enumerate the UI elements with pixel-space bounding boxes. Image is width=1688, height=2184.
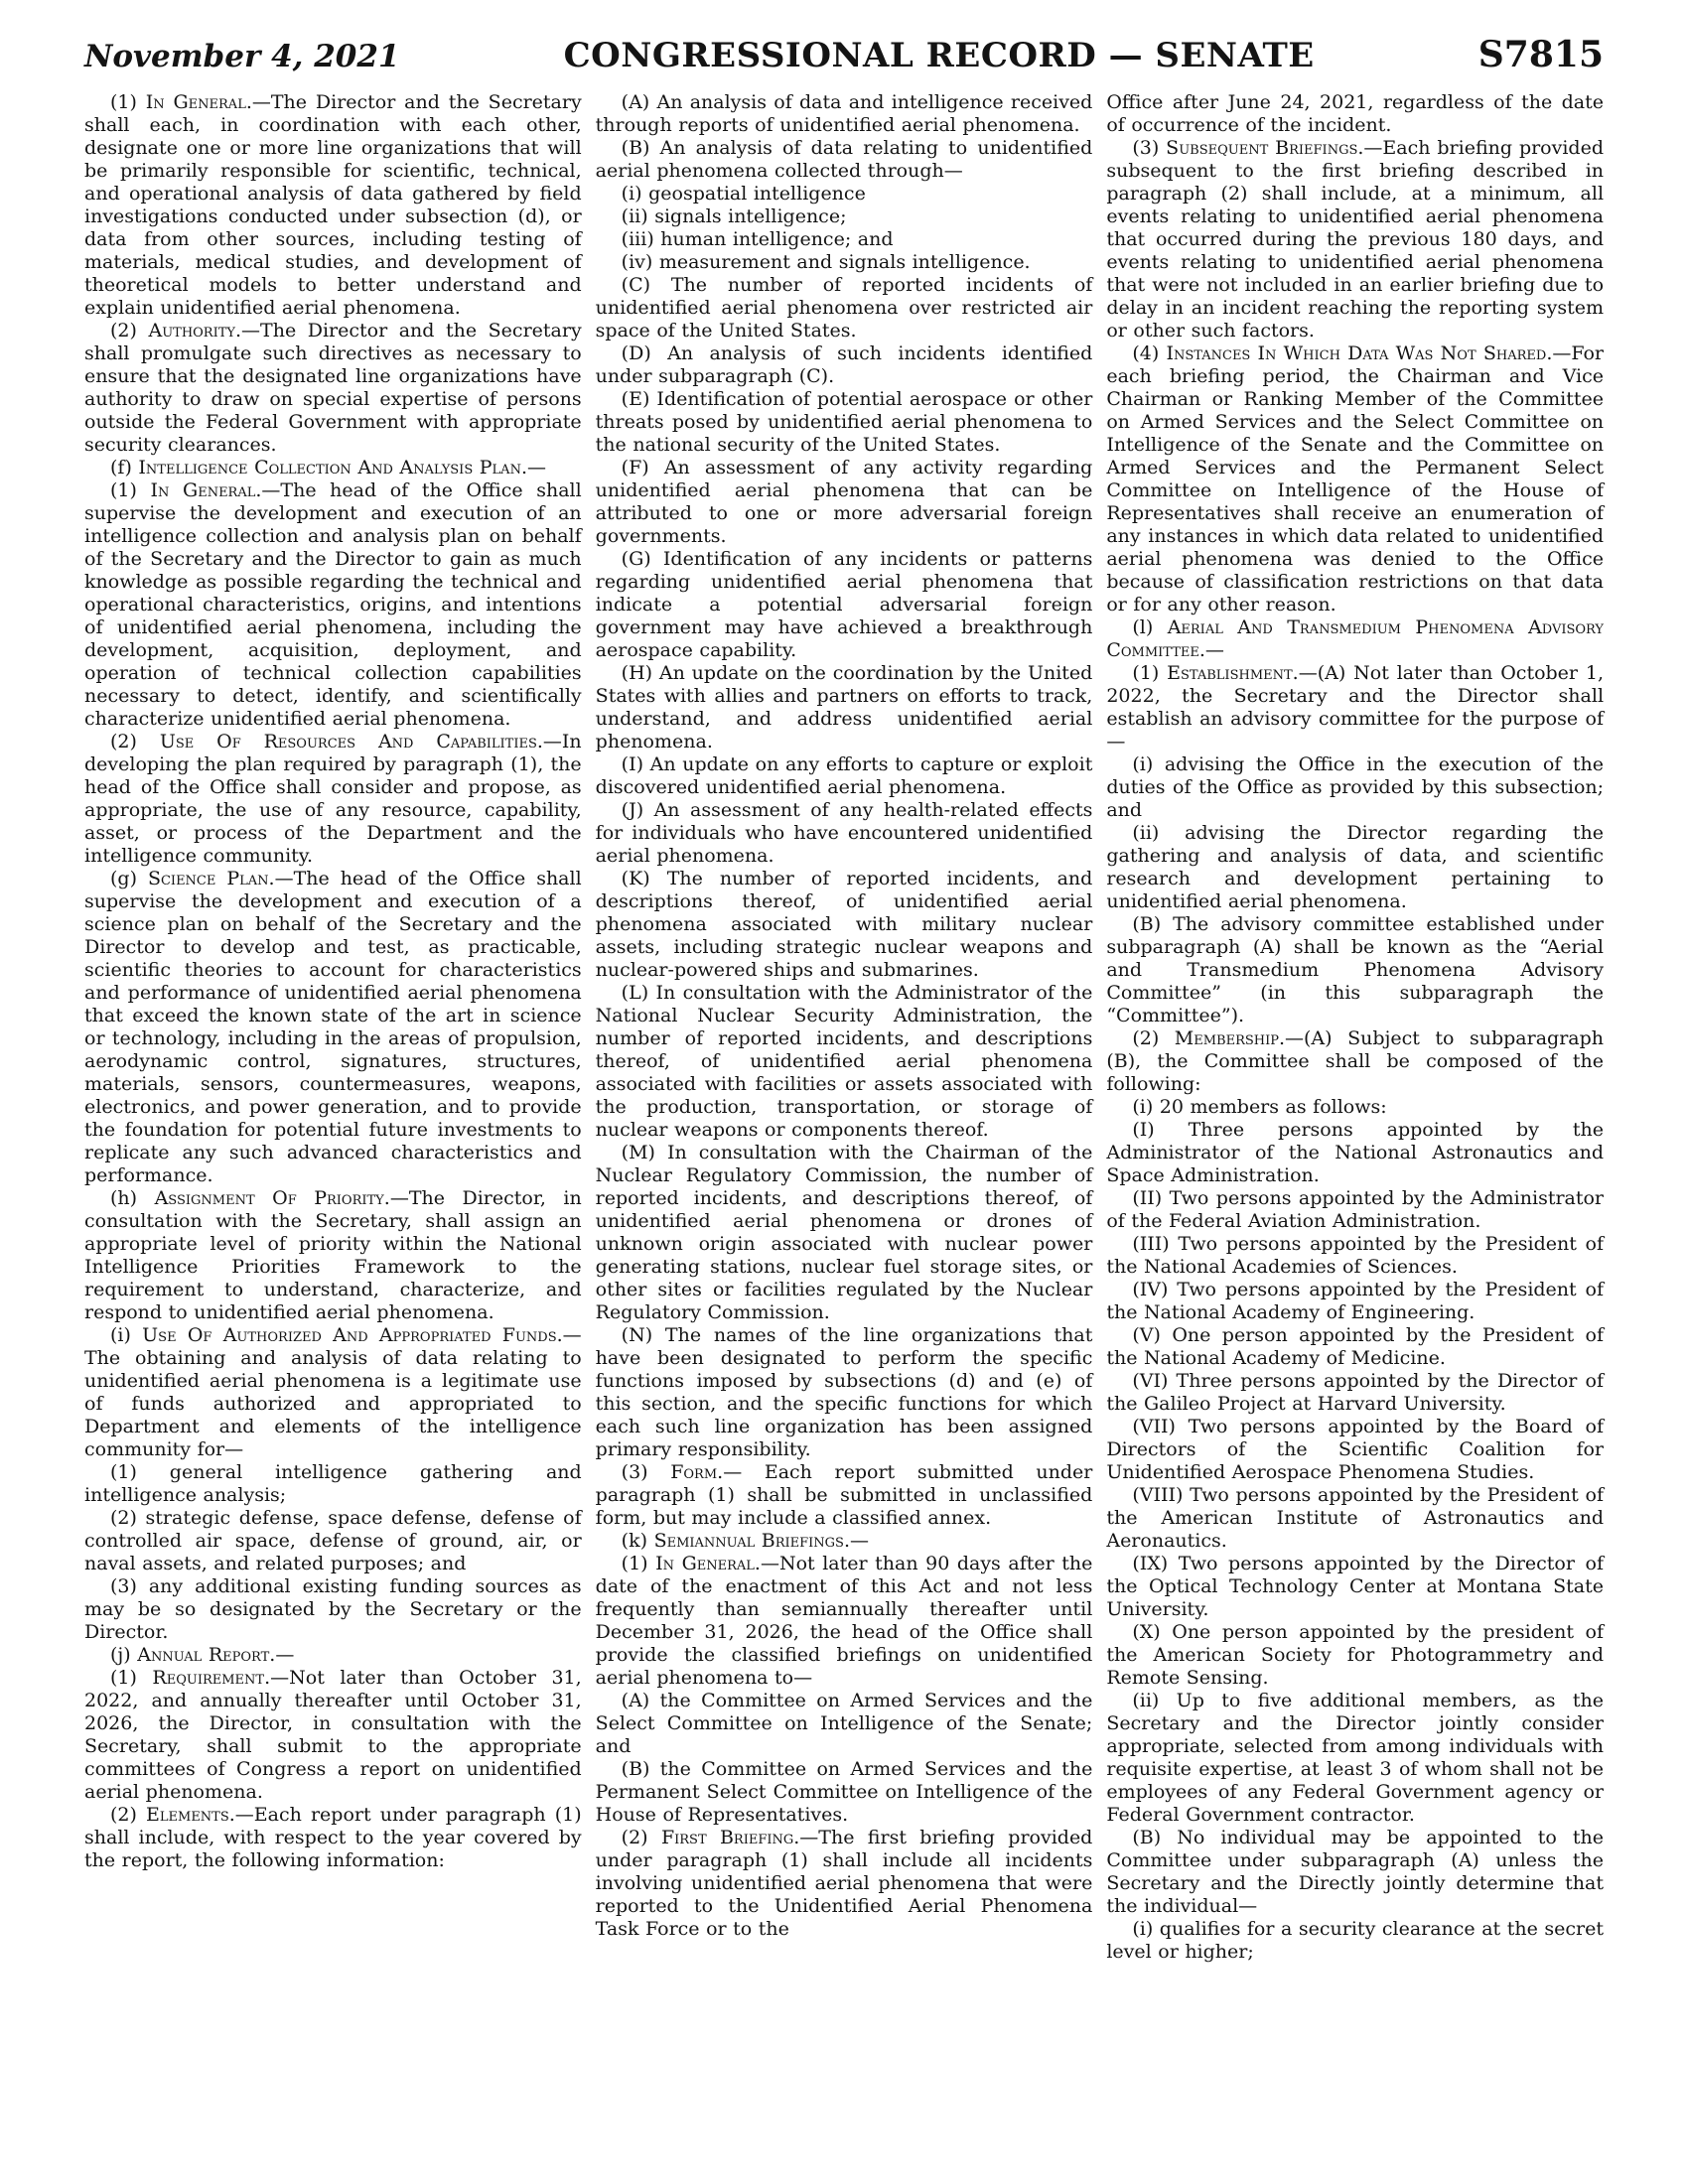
paragraph: [84, 1667, 582, 1804]
paragraph: [596, 342, 1093, 388]
text-run: (i) 20 members as follows:: [1132, 1096, 1387, 1118]
paragraph: [1106, 913, 1604, 1027]
text-run: (2): [110, 320, 149, 341]
paragraph: [596, 662, 1093, 753]
paragraph: [84, 457, 582, 479]
paragraph: [1106, 1119, 1604, 1187]
text-run: (K) The number of reported incidents, and descriptions thereof, of unidentified aerial phenomena associated with military nuclear assets, including strategic nuclear weapons and nuclear-powered ships and submarines.: [595, 868, 1093, 981]
text-run: (J) An assessment of any health-related effects for individuals who have encountered unidentified aerial phenomena.: [595, 799, 1093, 867]
text-run: .—: [520, 457, 546, 478]
small-caps-heading: Instances In Which Data Was Not Shared: [1166, 342, 1547, 364]
text-run: (3): [621, 1461, 671, 1483]
paragraph: [596, 1690, 1093, 1758]
text-run: .—: [269, 1644, 295, 1666]
paragraph: [596, 251, 1093, 274]
paragraph: [596, 457, 1093, 548]
paragraph: [596, 137, 1093, 183]
small-caps-heading: Annual Report: [137, 1644, 270, 1666]
paragraph: [1106, 91, 1604, 137]
paragraph: [1106, 1027, 1604, 1096]
paragraph: [1106, 1553, 1604, 1621]
text-columns: [0, 75, 1688, 1964]
paragraph: [596, 274, 1093, 342]
column-1: [84, 91, 582, 1964]
text-run: (l): [1132, 616, 1168, 638]
small-caps-heading: Elements: [146, 1804, 229, 1826]
text-run: (IV) Two persons appointed by the President of the National Academy of Engineering.: [1106, 1279, 1605, 1323]
small-caps-heading: First Briefing: [660, 1827, 794, 1848]
text-run: (1): [1132, 662, 1168, 684]
paragraph: [84, 1187, 582, 1324]
paragraph: [596, 1142, 1093, 1324]
text-run: (4): [1132, 342, 1167, 364]
paragraph: [596, 91, 1093, 137]
small-caps-heading: Requirement: [152, 1667, 265, 1689]
paragraph: [596, 868, 1093, 982]
text-run: (E) Identification of potential aerospace or other threats posed by unidentified aerial phenomena to the national security of the United States.: [595, 388, 1093, 456]
text-run: (3): [1132, 137, 1167, 159]
text-run: (A) An analysis of data and intelligence received through reports of unidentified aerial phenomena.: [595, 91, 1093, 136]
small-caps-heading: Subsequent Briefings: [1166, 137, 1358, 159]
text-run: (i) qualifies for a security clearance at the secret level or higher;: [1106, 1918, 1605, 1963]
paragraph: [84, 1507, 582, 1575]
text-run: Office after June 24, 2021, regardless of the date of occurrence of the incident.: [1106, 91, 1605, 136]
text-run: (i): [110, 1324, 143, 1346]
text-run: .—For each briefing period, the Chairman and Vice Chairman or Ranking Member of the Committee on Armed Services and the Select Committee on Intelligence of the Senate and the Committee on Armed Services and the Permanent Select Committee on Intelligence of the House of Representatives shall receive an enumeration of any instances in which data related to unidentified aerial phenomena was denied to the Office because of classification restrictions on that data or for any other reason.: [1106, 342, 1605, 615]
text-run: (2) strategic defense, space defense, defense of controlled air space, defense of ground, air, or naval assets, and related purposes; and: [84, 1507, 582, 1574]
text-run: (B) No individual may be appointed to the Committee under subparagraph (A) unless the Secretary and the Directly jointly determine that the individual—: [1106, 1827, 1605, 1917]
paragraph: [84, 91, 582, 320]
small-caps-heading: Semiannual Briefings: [653, 1530, 844, 1552]
text-run: .—The Director and the Secretary shall each, in coordination with each other, designate one or more line organizations that will be primarily responsible for scientific, technical, and operational analysis of data gathered by field investigations conducted under subsection (d), or data from other sources, including testing of materials, medical studies, and development of theoretical models to better understand and explain unidentified aerial phenomena.: [84, 91, 582, 319]
text-run: .—Not later than 90 days after the date of the enactment of this Act and not less frequently than semiannually thereafter until December 31, 2026, the head of the Office shall provide the classified briefings on unidentified aerial phenomena to—: [595, 1553, 1093, 1689]
paragraph: [596, 753, 1093, 799]
text-run: .—The head of the Office shall supervise the development and execution of an intelligence collection and analysis plan on behalf of the Secretary and the Director to gain as much knowledge as possible regarding the technical and operational characteristics, origins, and intentions of unidentified aerial phenomena, including the development, acquisition, deployment, and operation of technical collection capabilities necessary to detect, identify, and scientifically characterize unidentified aerial phenomena.: [84, 479, 582, 730]
paragraph: [1106, 342, 1604, 616]
header-date: November 4, 2021: [84, 39, 400, 74]
paragraph: [1106, 1416, 1604, 1484]
paragraph: [1106, 1279, 1604, 1324]
small-caps-heading: In General: [150, 479, 256, 501]
text-run: (1): [110, 1667, 153, 1689]
paragraph: [596, 228, 1093, 251]
paragraph: [596, 1827, 1093, 1941]
paragraph: [84, 868, 582, 1187]
paragraph: [1106, 662, 1604, 753]
paragraph: [596, 1530, 1093, 1553]
text-run: (g): [110, 868, 148, 889]
text-run: (h): [110, 1187, 155, 1209]
text-run: (1) general intelligence gathering and intelligence analysis;: [84, 1461, 582, 1506]
paragraph: [84, 1804, 582, 1872]
paragraph: [596, 799, 1093, 868]
text-run: .—Not later than October 31, 2022, and annually thereafter until October 31, 2026, the Director, in consultation with the Secretary, shall submit to the appropriate committees of Congress a report on unidentified aerial phenomena.: [84, 1667, 582, 1803]
text-run: (A) the Committee on Armed Services and the Select Committee on Intelligence of the Senate; and: [595, 1690, 1093, 1757]
small-caps-heading: Use Of Authorized And Appropriated Funds: [142, 1324, 557, 1346]
text-run: (i) geospatial intelligence: [621, 183, 866, 205]
text-run: .—The obtaining and analysis of data relating to unidentified aerial phenomena is a legitimate use of funds authorized and appropriated to Department and elements of the intelligence community for—: [84, 1324, 582, 1460]
text-run: (2): [1132, 1027, 1175, 1049]
paragraph: [1106, 137, 1604, 342]
text-run: (ii) Up to five additional members, as the Secretary and the Director jointly consider appropriate, selected from among individuals with requisite expertise, at least 3 of whom shall not be employees of any Federal Government agency or Federal Government contractor.: [1106, 1690, 1605, 1826]
text-run: (G) Identification of any incidents or patterns regarding unidentified aerial phenomena that indicate a potential adversarial foreign government may have achieved a breakthrough aerospace capability.: [595, 548, 1093, 661]
paragraph: [1106, 1187, 1604, 1233]
small-caps-heading: In General: [145, 91, 246, 113]
text-run: .—: [1198, 639, 1224, 661]
small-caps-heading: Authority: [148, 320, 235, 341]
text-run: .—The head of the Office shall supervise the development and execution of a science plan on behalf of the Secretary and the Director to develop and test, as practicable, scientific theories to account for characteristics and performance of unidentified aerial phenomena that exceed the known state of the art in science or technology, including in the areas of propulsion, aerodynamic control, signatures, structures, materials, sensors, countermeasures, weapons, electronics, and power generation, and to provide the foundation for potential future investments to replicate any such advanced characteristics and performance.: [84, 868, 582, 1186]
paragraph: [1106, 1827, 1604, 1918]
text-run: .—The Director and the Secretary shall promulgate such directives as necessary to ensure that the designated line organizations have authority to draw on special expertise of persons outside the Federal Government with appropriate security clearances.: [84, 320, 582, 456]
text-run: .—The first briefing provided under paragraph (1) shall include all incidents involving unidentified aerial phenomena that were reported to the Unidentified Aerial Phenomena Task Force or to the: [595, 1827, 1093, 1940]
text-run: (i) advising the Office in the execution of the duties of the Office as provided by this subsection; and: [1106, 753, 1605, 821]
paragraph: [1106, 753, 1604, 822]
paragraph: [84, 1461, 582, 1507]
text-run: (VII) Two persons appointed by the Board of Directors of the Scientific Coalition for Unidentified Aerospace Phenomena Studies.: [1106, 1416, 1605, 1483]
text-run: (k): [621, 1530, 654, 1552]
paragraph: [596, 982, 1093, 1142]
small-caps-heading: Establishment: [1167, 662, 1293, 684]
paragraph: [596, 1461, 1093, 1530]
small-caps-heading: Intelligence Collection And Analysis Plan: [138, 457, 521, 478]
text-run: (2): [110, 731, 160, 752]
paragraph: [1106, 1233, 1604, 1279]
paragraph: [1106, 1324, 1604, 1370]
text-run: (III) Two persons appointed by the President of the National Academies of Sciences.: [1106, 1233, 1605, 1278]
text-run: (VI) Three persons appointed by the Director of the Galileo Project at Harvard University.: [1106, 1370, 1605, 1415]
small-caps-heading: Science Plan: [147, 868, 269, 889]
text-run: (ii) advising the Director regarding the gathering and analysis of data, and scientific research and development pertaining to unidentified aerial phenomena.: [1106, 822, 1605, 912]
column-2: [596, 91, 1093, 1964]
paragraph: [596, 1758, 1093, 1827]
text-run: (1): [110, 91, 146, 113]
column-3: [1106, 91, 1604, 1964]
paragraph: [1106, 616, 1604, 662]
text-run: (iii) human intelligence; and: [621, 228, 894, 250]
paragraph: [596, 205, 1093, 228]
paragraph: [596, 1324, 1093, 1461]
paragraph: [1106, 1096, 1604, 1119]
paragraph: [596, 548, 1093, 662]
text-run: (I) Three persons appointed by the Administrator of the National Astronautics and Space Administration.: [1106, 1119, 1605, 1186]
text-run: (D) An analysis of such incidents identified under subparagraph (C).: [595, 342, 1093, 387]
small-caps-heading: In General: [655, 1553, 755, 1574]
text-run: .—(A) Not later than October 1, 2022, the Secretary and the Director shall establish an advisory committee for the purpose of—: [1106, 662, 1605, 752]
text-run: (F) An assessment of any activity regarding unidentified aerial phenomena that can be attributed to one or more adversarial foreign governments.: [595, 457, 1093, 547]
text-run: (C) The number of reported incidents of unidentified aerial phenomena over restricted air space of the United States.: [595, 274, 1093, 341]
paragraph: [84, 479, 582, 731]
text-run: .—The Director, in consultation with the Secretary, shall assign an appropriate level of priority within the National Intelligence Priorities Framework to the requirement to understand, characterize, and respond to unidentified aerial phenomena.: [84, 1187, 582, 1323]
text-run: (VIII) Two persons appointed by the President of the American Institute of Astronautics and Aeronautics.: [1106, 1484, 1605, 1552]
small-caps-heading: Form: [670, 1461, 718, 1483]
paragraph: [1106, 1918, 1604, 1964]
text-run: (L) In consultation with the Administrator of the National Nuclear Security Administration, the number of reported incidents, and descriptions thereof, of unidentified aerial phenomena associated with facilities or assets associated with the production, transportation, or storage of nuclear weapons or components thereof.: [595, 982, 1093, 1141]
text-run: .—Each report under paragraph (1) shall include, with respect to the year covered by the report, the following information:: [84, 1804, 582, 1871]
paragraph: [596, 1553, 1093, 1690]
text-run: (ii) signals intelligence;: [621, 205, 847, 227]
paragraph: [596, 183, 1093, 205]
text-run: (X) One person appointed by the president of the American Society for Photogrammetry and Remote Sensing.: [1106, 1621, 1605, 1689]
text-run: (V) One person appointed by the President of the National Academy of Medicine.: [1106, 1324, 1605, 1369]
text-run: (IX) Two persons appointed by the Director of the Optical Technology Center at Montana State University.: [1106, 1553, 1605, 1620]
text-run: (II) Two persons appointed by the Administrator of the Federal Aviation Administration.: [1106, 1187, 1605, 1232]
page-header: [0, 0, 1688, 75]
text-run: (1): [110, 479, 151, 501]
text-run: (B) the Committee on Armed Services and the Permanent Select Committee on Intelligence of the House of Representatives.: [595, 1758, 1093, 1826]
text-run: (f): [110, 457, 139, 478]
paragraph: [1106, 822, 1604, 913]
text-run: (j): [110, 1644, 138, 1666]
text-run: .— Each report submitted under paragraph (1) shall be submitted in unclassified form, but may include a classified annex.: [595, 1461, 1093, 1529]
text-run: (H) An update on the coordination by the United States with allies and partners on efforts to track, understand, and address unidentified aerial phenomena.: [595, 662, 1093, 752]
paragraph: [1106, 1370, 1604, 1416]
text-run: (1): [621, 1553, 656, 1574]
text-run: .—Each briefing provided subsequent to the first briefing described in paragraph (2) shall include, at a minimum, all events relating to unidentified aerial phenomena that occurred during the previous 180 days, and events relating to unidentified aerial phenomena that were not included in an earlier briefing due to delay in an incident reaching the reporting system or other such factors.: [1106, 137, 1605, 341]
paragraph: [84, 1575, 582, 1644]
paragraph: [596, 388, 1093, 457]
small-caps-heading: Aerial And Transmedium Phenomena Advisory Committee: [1106, 616, 1605, 661]
paragraph: [84, 1644, 582, 1667]
paragraph: [84, 731, 582, 868]
small-caps-heading: Use Of Resources And Capabilities: [159, 731, 537, 752]
text-run: (2): [110, 1804, 147, 1826]
text-run: .—In developing the plan required by paragraph (1), the head of the Office shall consider and propose, as appropriate, the use of any resource, capability, asset, or process of the Department and the intelligence community.: [84, 731, 582, 867]
small-caps-heading: Membership: [1174, 1027, 1279, 1049]
small-caps-heading: Assignment Of Priority: [154, 1187, 384, 1209]
text-run: .—(A) Subject to subparagraph (B), the Committee shall be composed of the following:: [1106, 1027, 1605, 1095]
text-run: (3) any additional existing funding sources as may be so designated by the Secretary or the Director.: [84, 1575, 582, 1643]
text-run: (N) The names of the line organizations that have been designated to perform the specific functions imposed by subsections (d) and (e) of this section, and the specific functions for which each such line organization has been assigned primary responsibility.: [595, 1324, 1093, 1460]
header-page-number: S7815: [1477, 34, 1604, 75]
text-run: (2): [621, 1827, 661, 1848]
paragraph: [1106, 1690, 1604, 1827]
header-title: CONGRESSIONAL RECORD — SENATE: [563, 36, 1315, 75]
text-run: (B) An analysis of data relating to unidentified aerial phenomena collected through—: [595, 137, 1093, 182]
text-run: (M) In consultation with the Chairman of the Nuclear Regulatory Commission, the number of reported incidents, and descriptions thereof, of unidentified aerial phenomena or drones of unknown origin associated with nuclear power generating stations, nuclear fuel storage sites, or other sites or facilities regulated by the Nuclear Regulatory Commission.: [595, 1142, 1093, 1323]
text-run: (I) An update on any efforts to capture or exploit discovered unidentified aerial phenomena.: [595, 753, 1093, 798]
paragraph: [1106, 1621, 1604, 1690]
paragraph: [84, 1324, 582, 1461]
text-run: .—: [843, 1530, 870, 1552]
paragraph: [84, 320, 582, 457]
text-run: (iv) measurement and signals intelligence.: [621, 251, 1031, 273]
text-run: (B) The advisory committee established under subparagraph (A) shall be known as the “Aerial and Transmedium Phenomena Advisory Committee” (in this subparagraph the “Committee”).: [1106, 913, 1605, 1026]
paragraph: [1106, 1484, 1604, 1553]
